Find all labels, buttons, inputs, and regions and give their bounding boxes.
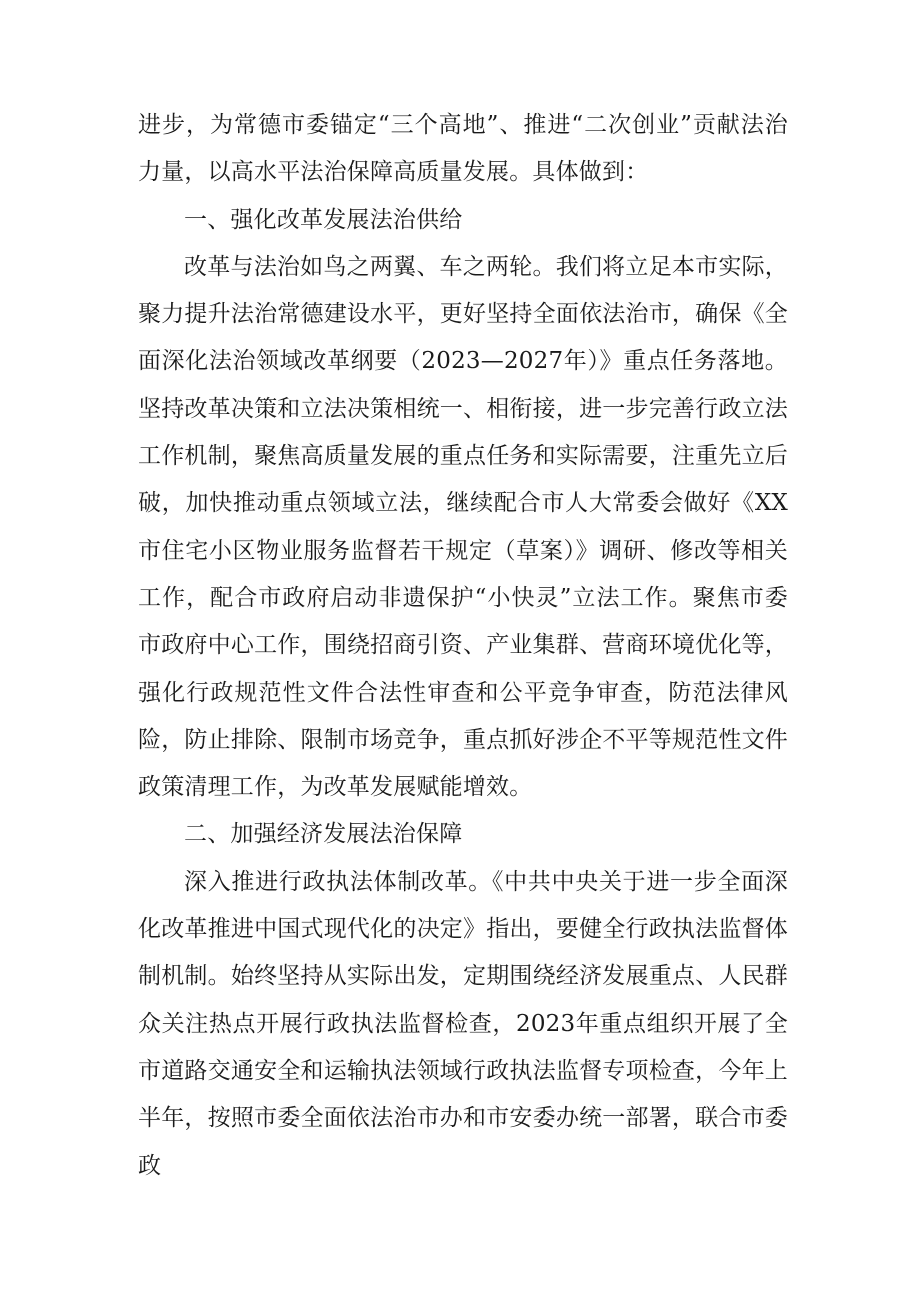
paragraph-section-1: 改革与法治如鸟之两翼、车之两轮。我们将立足本市实际，聚力提升法治常德建设水平，更好坚持全面依法治市，确保《全面深化法治领域改革纲要（2023—2027年）》重点任务落地。坚持改革决策和立法决策相统一、相衔接，进一步完善行政立法工作机制，聚焦高质量发展的重点任务和实际需要，注重先立后破，加快推动重点领域立法，继续配合市人大常委会做好《XX市住宅小区物业服务监督若干规定（草案）》调研、修改等相关工作，配合市政府启动非遗保护“小快灵”立法工作。聚焦市委市政府中心工作，围绕招商引资、产业集群、营商环境优化等，强化行政规范性文件合法性审查和公平竞争审查，防范法律风险，防止排除、限制市场竞争，重点抓好涉企不平等规范性文件政策清理工作，为改革发展赋能增效。 (138, 253, 788, 801)
section-heading-2: 二、加强经济发展法治保障 (184, 821, 463, 848)
document-body (138, 102, 788, 1190)
paragraph-intro: 进步，为常德市委锚定“三个高地”、推进“二次创业”贡献法治力量，以高水平法治保障高质量发展。具体做到： (138, 112, 788, 186)
section-heading-1: 一、强化改革发展法治供给 (184, 206, 463, 233)
paragraph-section-2: 深入推进行政执法体制改革。《中共中央关于进一步全面深化改革推进中国式现代化的决定》指出，要健全行政执法监督体制机制。始终坚持从实际出发，定期围绕经济发展重点、人民群众关注热点开展行政执法监督检查，2023年重点组织开展了全市道路交通安全和运输执法领域行政执法监督专项检查，今年上半年，按照市委全面依法治市办和市安委办统一部署，联合市委政 (138, 868, 788, 1179)
